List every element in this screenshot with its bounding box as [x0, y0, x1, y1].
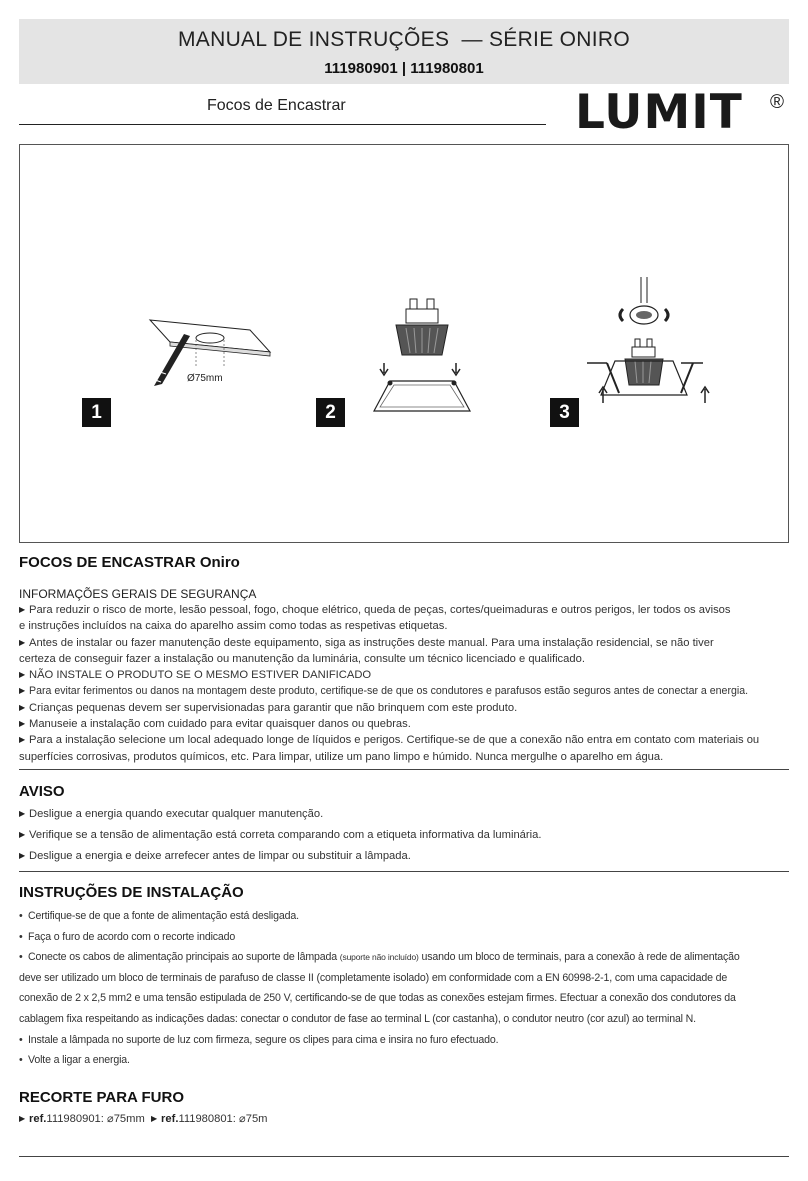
list-item: • Instale a lâmpada no suporte de luz com firmeza, segure os clipes para cima e insira no furo efectuado.: [19, 1030, 794, 1051]
safety-line: superfícies corrosivas, produtos químicos, etc. Para limpar, utilize um pano limpo e húmido. Nunca mergulhe o aparelho em água.: [19, 750, 664, 763]
aviso-heading: AVISO: [19, 783, 65, 800]
brand-logo: LUMIT: [575, 85, 743, 140]
dot-bullet-icon: •: [19, 951, 23, 964]
list-item-continued: deve ser utilizado um bloco de terminais de parafuso de classe II (completamente isolado) em conformidade com a EN 60998-2-1, com uma capacidade de: [19, 971, 728, 984]
triangle-bullet-icon: ▶: [19, 670, 26, 680]
fixture-mounting-illustration: [585, 275, 735, 415]
recorte-heading: RECORTE PARA FURO: [19, 1089, 184, 1106]
triangle-bullet-icon: ▶: [19, 605, 26, 614]
safety-heading: INFORMAÇÕES GERAIS DE SEGURANÇA: [19, 587, 257, 601]
triangle-bullet-icon: ▶: [19, 686, 26, 696]
list-item: ▶ Desligue a energia e deixe arrefecer antes de limpar ou substituir a lâmpada.: [19, 850, 411, 862]
installation-illustrations: [19, 144, 789, 543]
dot-bullet-icon: •: [19, 910, 23, 922]
triangle-bullet-icon: ▶: [19, 719, 26, 729]
list-item: ▶ Verifique se a tensão de alimentação está correta comparando com a etiqueta informativa da luminária.: [19, 829, 542, 841]
triangle-bullet-icon: ▶: [19, 637, 26, 647]
list-item: • Volte a ligar a energia.: [19, 1050, 794, 1071]
triangle-bullet-icon: ▶: [19, 830, 26, 839]
dot-bullet-icon: •: [19, 1033, 23, 1046]
list-item: • Conecte os cabos de alimentação principais ao suporte de lâmpada (suporte não incluído) usando um bloco de terminais, para a conexão à rede de alimentação: [19, 947, 794, 968]
footer-divider: [19, 1156, 789, 1157]
registered-mark: ®: [770, 92, 784, 113]
step-1-badge: 1: [82, 398, 111, 427]
list-item-continued: cablagem fixa respeitando as indicações dadas: conectar o condutor de fase ao terminal L (cor castanha), o condutor neutro (cor azul) ao terminal N.: [19, 1012, 696, 1025]
list-item-continued: conexão de 2 x 2,5 mm2 e uma tensão estipulada de 250 V, certificando-se de que todas as conexões estejam firmes. Efectuar a conexão dos condutores da: [19, 992, 736, 1005]
safety-line: ▶ Para evitar ferimentos ou danos na montagem deste produto, certifique-se de que os condutores e parafusos estão seguros antes de conectar a energia.: [19, 683, 791, 699]
reference-numbers: 111980901 | 111980801: [324, 60, 484, 77]
hole-diameter-label: Ø75mm: [187, 373, 223, 384]
aviso-list: [19, 806, 789, 869]
section-divider: [19, 769, 789, 770]
list-item: ▶ Desligue a energia quando executar qualquer manutenção.: [19, 808, 324, 820]
lamp-insertion-illustration: [370, 295, 480, 425]
safety-line: certeza de conseguir fazer a instalação ou manutenção da luminária, consulte um técnico licenciado e qualificado.: [19, 652, 585, 665]
list-item: • Faça o furo de acordo com o recorte indicado: [19, 927, 794, 948]
section-divider: [19, 871, 789, 872]
product-category: Focos de Encastrar: [207, 97, 346, 114]
safety-line: ▶ Antes de instalar ou fazer manutenção deste equipamento, siga as instruções deste manual. Para uma instalação residencial, se não tiver: [19, 635, 791, 651]
safety-line: ▶ Para a instalação selecione um local adequado longe de líquidos e perigos. Certifique-se de que a conexão não entra em contato com materiais ou: [19, 732, 791, 748]
list-item: • Certifique-se de que a fonte de alimentação está desligada.: [19, 906, 794, 927]
step-2-badge: 2: [316, 398, 345, 427]
installation-heading: INSTRUÇÕES DE INSTALAÇÃO: [19, 884, 244, 901]
cutout-references: ▶ ref.111980901: ⌀75mm ▶ ref.111980801: ⌀75m: [19, 1113, 268, 1125]
safety-line: e instruções incluídos na caixa do aparelho assim como todas as respetivas etiquetas.: [19, 620, 448, 633]
dot-bullet-icon: •: [19, 930, 23, 943]
dot-bullet-icon: •: [19, 1054, 23, 1067]
triangle-bullet-icon: ▶: [19, 809, 26, 818]
step-3-badge: 3: [550, 398, 579, 427]
triangle-bullet-icon: ▶: [19, 702, 26, 712]
safety-line: ▶ Manuseie a instalação com cuidado para evitar quaisquer danos ou quebras.: [19, 716, 791, 732]
installation-list: [19, 906, 794, 1071]
header-band: [19, 19, 789, 84]
safety-line: ▶ NÃO INSTALE O PRODUTO SE O MESMO ESTIVER DANIFICADO: [19, 667, 791, 683]
manual-title: MANUAL DE INSTRUÇÕES — SÉRIE ONIRO: [178, 28, 630, 51]
triangle-bullet-icon: ▶: [19, 1114, 26, 1123]
subtitle-divider: [19, 124, 546, 125]
safety-line: ▶ Crianças pequenas devem ser supervisionadas para garantir que não brinquem com este produto.: [19, 700, 791, 716]
triangle-bullet-icon: ▶: [19, 851, 26, 860]
safety-line: ▶ Para reduzir o risco de morte, lesão pessoal, fogo, choque elétrico, queda de peças, cortes/queimaduras e outros perigos, ler todos os avisos: [19, 602, 791, 618]
safety-paragraph: [19, 602, 791, 765]
triangle-bullet-icon: ▶: [19, 735, 26, 745]
triangle-bullet-icon: ▶: [151, 1114, 158, 1123]
product-heading: FOCOS DE ENCASTRAR Oniro: [19, 554, 240, 571]
